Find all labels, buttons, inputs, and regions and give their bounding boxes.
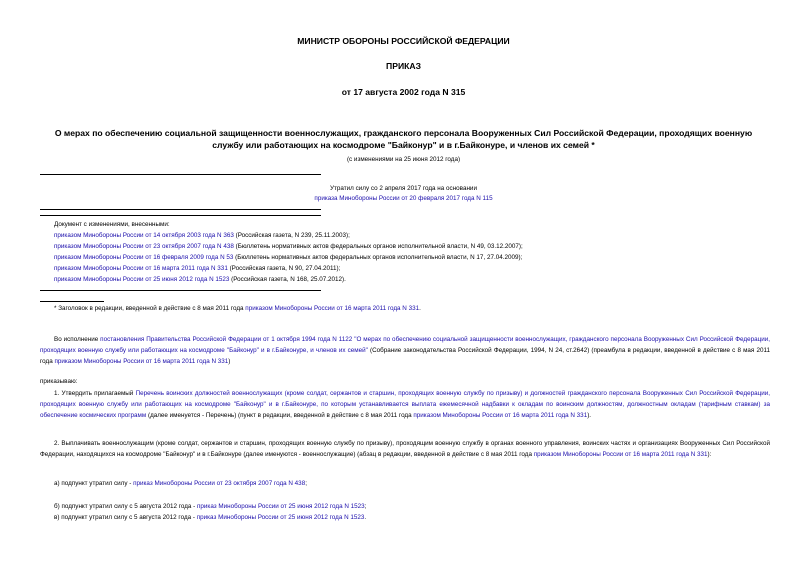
subitem-link[interactable]: приказ Минобороны России от 23 октября 2007 года N 438 (133, 480, 306, 487)
amendment-item (54, 231, 350, 241)
divider (40, 215, 321, 216)
footnote-end: . (419, 305, 421, 312)
doc-date-number: от 17 августа 2002 года N 315 (341, 87, 466, 97)
amendment-source: (Российская газета, N 168, 25.07.2012). (229, 276, 346, 283)
lost-force-block (0, 194, 807, 204)
lost-force-link[interactable]: приказа Минобороны России от 20 февраля 2017 года N 115 (314, 195, 493, 202)
amendment-item (54, 275, 346, 285)
divider (40, 290, 321, 291)
doc-title-line1: О мерах по обеспечению социальной защищенности военнослужащих, гражданского персонала Вооруженных Сил Российской Федерации, проходящих военную (54, 128, 753, 138)
subitem-end: . (364, 514, 367, 521)
order-word: приказываю: (40, 378, 78, 385)
footnote-text: * Заголовок в редакции, введенной в действие с 8 мая 2011 года (54, 305, 246, 312)
footnote-divider (40, 301, 104, 302)
subitem-c (54, 513, 366, 523)
footnote (54, 304, 421, 314)
subitem-end: ; (305, 480, 307, 487)
preamble-link[interactable]: приказом Минобороны России от 16 марта 2011 года N 331 (54, 358, 229, 365)
doc-title-line2: службу или работающих на космодроме "Байконур" и в г.Байконуре, и членов их семей * (212, 140, 595, 150)
amendments-heading: Документ с изменениями, внесенными: (54, 221, 170, 228)
divider (40, 209, 321, 210)
amendment-link[interactable]: приказом Минобороны России от 14 октября 2003 года N 363 (54, 232, 234, 239)
item-link[interactable]: Перечень воинских должностей военнослужащих (кроме солдат, сержантов и старшин, проходящих военную службу по призыву) и должностей гражданского персонала Вооруженных Сил Российской Федерации, проходящих военную службу или работающих на космодроме "Байконур" и в г.Байконуре, по которым устанавливается выплата ежемесячной надбавки к окладам по воинским должностям, должностным окладам (тарифным ставкам) за обеспечение космических программ (40, 390, 770, 419)
subitem-text: в) подпункт утратил силу с 5 августа 2012 года - (54, 514, 197, 521)
divider (40, 174, 321, 175)
subitem-link[interactable]: приказ Минобороны России от 25 июня 2012 года N 1523 (197, 503, 365, 510)
amendment-link[interactable]: приказом Минобороны России от 16 марта 2011 года N 331 (54, 265, 228, 272)
amendment-source: (Бюллетень нормативных актов федеральных органов исполнительной власти, N 17, 27.04.2009); (233, 254, 523, 261)
subitem-end: ; (364, 503, 367, 510)
preamble-text: ) (228, 358, 231, 365)
preamble-paragraph (40, 334, 770, 367)
item-text: 2. Выплачивать военнослужащим (кроме солдат, сержантов и старшин, проходящих военную службу по призыву), проходящим военную службу в органах военного управления, воинских частях и организациях Вооруженных Сил Российской Федерации, находящихся на космодроме "Байконур" и в г.Байконуре (далее именуются - военнослужащие) (абзац в редакции, введенной в действие с 8 мая 2011 года (40, 440, 770, 458)
preamble-text: (Собрание законодательства Российской Федерации, 1994, N 24, ст.2642) (преамбула в редакции, введенной в действие с 8 мая 2011 года (40, 347, 770, 365)
amendment-link[interactable]: приказом Минобороны России от 16 февраля 2009 года N 53 (54, 254, 234, 261)
subitem-b (54, 502, 366, 512)
item-text: ). (587, 412, 592, 419)
preamble-link[interactable]: постановления Правительства Российской Федерации от 1 октября 1994 года N 1122 "О мерах по обеспечению социальной защищенности военнослужащих, гражданского персонала Вооруженных Сил Российской Федерации, проходящих военную службу или работающих на космодроме "Байконур" и в г.Байконуре, и членов их семей" (40, 336, 770, 354)
order-item-1 (40, 388, 770, 421)
amendment-source: (Бюллетень нормативных актов федеральных органов исполнительной власти, N 49, 03.12.2007); (233, 243, 523, 250)
item-text: (далее именуется - Перечень) (пункт в редакции, введенной в действие с 8 мая 2011 года (146, 412, 414, 419)
subitem-text: а) подпункт утратил силу - (54, 480, 134, 487)
order-item-2 (40, 438, 770, 460)
item-text: ): (707, 451, 712, 458)
item-link[interactable]: приказом Минобороны России от 16 марта 2011 года N 331 (413, 412, 588, 419)
amendment-item (54, 253, 522, 263)
lost-force-text: Утратил силу со 2 апреля 2017 года на основании (330, 185, 477, 192)
subitem-text: б) подпункт утратил силу с 5 августа 2012 года - (54, 503, 197, 510)
amendment-link[interactable]: приказом Минобороны России от 25 июня 2012 года N 1523 (54, 276, 230, 283)
amendment-source: (Российская газета, N 239, 25.11.2003); (233, 232, 350, 239)
subitem-link[interactable]: приказ Минобороны России от 25 июня 2012 года N 1523 (196, 514, 365, 521)
amendment-source: (Российская газета, N 90, 27.04.2011); (227, 265, 341, 272)
amendment-link[interactable]: приказом Минобороны России от 23 октября 2007 года N 438 (54, 243, 234, 250)
doc-type: ПРИКАЗ (386, 61, 421, 71)
changes-note: (с изменениями на 25 июня 2012 года) (346, 156, 461, 163)
footnote-link[interactable]: приказом Минобороны России от 16 марта 2011 года N 331 (245, 305, 420, 312)
preamble-text: Во исполнение (54, 336, 101, 343)
item-link[interactable]: приказом Минобороны России от 16 марта 2011 года N 331 (533, 451, 708, 458)
amendment-item (54, 264, 340, 274)
item-text: 1. Утвердить прилагаемый (54, 390, 136, 397)
minister-heading: МИНИСТР ОБОРОНЫ РОССИЙСКОЙ ФЕДЕРАЦИИ (297, 36, 510, 46)
subitem-a (54, 479, 307, 489)
amendment-item (54, 242, 523, 252)
